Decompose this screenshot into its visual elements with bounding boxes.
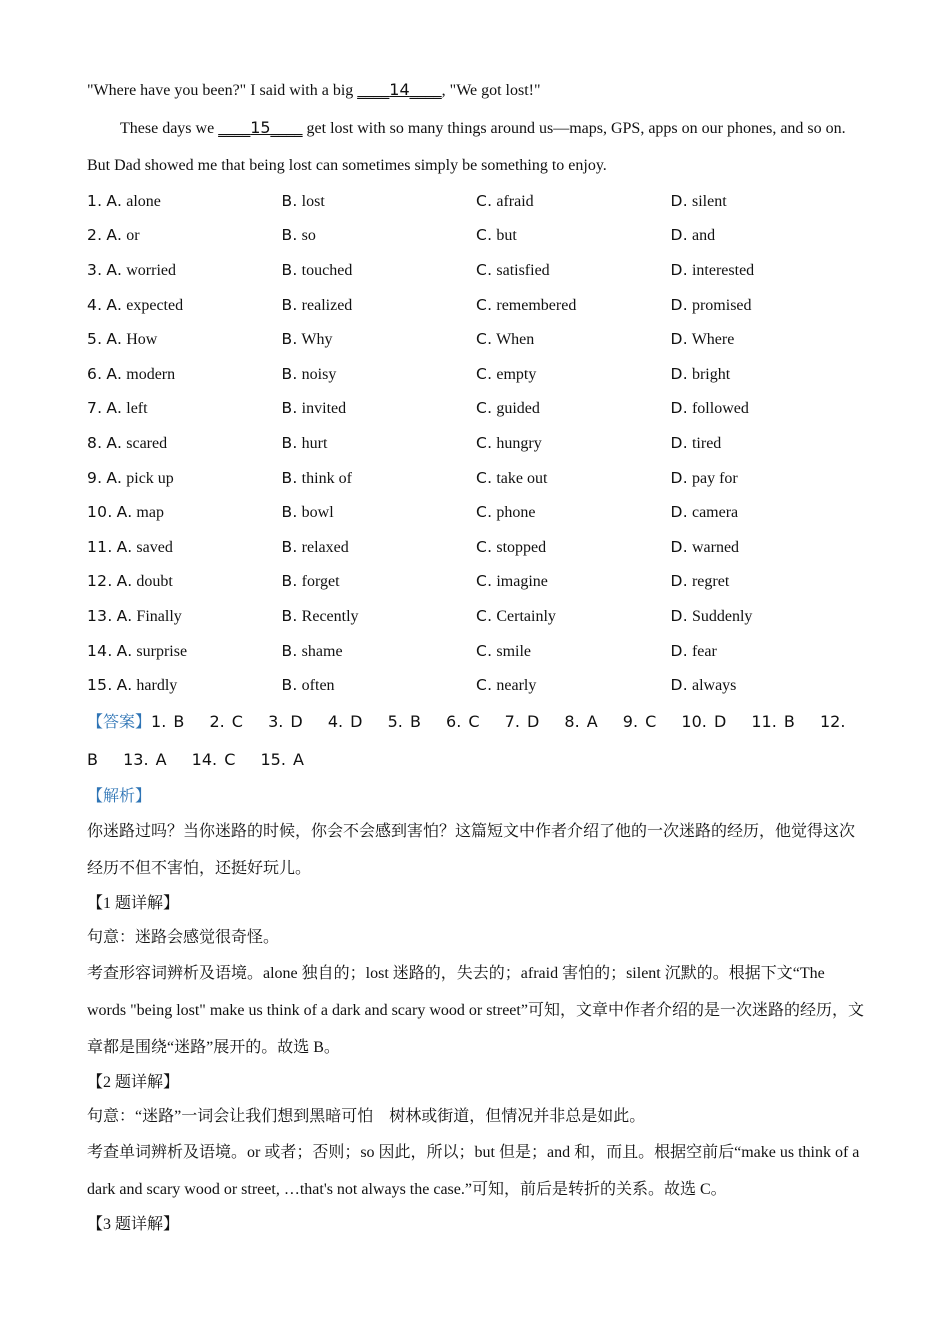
question-row: [87, 357, 867, 392]
passage-paragraph-2: These days we ____15____ get lost with so many things around us—maps, GPS, apps on our phones, and so on. But Dad showed me that being lost can sometimes simply be something to enjoy.: [87, 118, 846, 174]
option-c: [476, 261, 671, 280]
option-letter: B.: [281, 641, 298, 660]
option-b: [282, 434, 477, 453]
option-text: bowl: [301, 504, 334, 522]
option-text: afraid: [496, 192, 534, 210]
option-text: regret: [691, 573, 730, 591]
option-b: [282, 399, 477, 418]
option-letter: A.: [106, 399, 123, 418]
answer-item: 1. B: [151, 711, 185, 731]
option-a: [87, 538, 282, 557]
option-letter: D.: [670, 191, 688, 210]
blank-14: ____14____: [357, 80, 442, 99]
option-text: hungry: [496, 434, 542, 452]
option-letter: D.: [670, 572, 688, 591]
option-text: Where: [691, 331, 735, 349]
question-row: [87, 288, 867, 323]
option-letter: C.: [476, 503, 493, 522]
option-b: [282, 261, 477, 280]
option-text: scared: [126, 434, 168, 452]
option-text: or: [126, 227, 140, 245]
option-letter: C.: [476, 330, 493, 349]
option-b: [282, 365, 477, 384]
option-letter: B.: [281, 191, 298, 210]
option-letter: C.: [476, 295, 493, 314]
option-text: Finally: [136, 607, 182, 625]
option-text: so: [301, 227, 316, 245]
option-text: alone: [126, 192, 161, 210]
detail-list: [87, 887, 867, 1242]
question-row: [87, 565, 867, 600]
question-row: [87, 530, 867, 565]
option-text: Certainly: [496, 607, 556, 625]
option-text: empty: [496, 365, 537, 383]
answer-item: 6. C: [446, 711, 480, 731]
option-text: promised: [691, 296, 752, 314]
option-a: [87, 469, 282, 488]
option-text: noisy: [301, 365, 337, 383]
option-letter: D.: [670, 399, 688, 418]
option-text: Suddenly: [691, 607, 753, 625]
option-letter: A.: [106, 295, 123, 314]
answer-item: 10. D: [681, 711, 727, 731]
option-letter: C.: [476, 641, 493, 660]
option-d: [671, 607, 866, 626]
option-letter: A.: [116, 572, 133, 591]
option-d: [671, 192, 866, 211]
option-c: [476, 365, 671, 384]
option-letter: C.: [476, 676, 493, 695]
option-letter: D.: [670, 295, 688, 314]
blank-15: ____15____: [218, 118, 303, 137]
option-letter: D.: [670, 641, 688, 660]
option-a: [87, 676, 282, 695]
answer-item: 15. A: [260, 749, 304, 769]
option-letter: D.: [670, 433, 688, 452]
option-letter: B.: [281, 606, 298, 625]
option-b: [282, 330, 477, 349]
option-letter: A.: [106, 330, 123, 349]
option-text: pay for: [691, 469, 738, 487]
option-d: [671, 572, 866, 591]
option-letter: A.: [106, 364, 123, 383]
option-text: tired: [691, 434, 722, 452]
detail-title: 【2 题详解】: [87, 1073, 180, 1091]
option-letter: B.: [281, 330, 298, 349]
option-text: shame: [301, 642, 343, 660]
answer-item: 8. A: [564, 711, 598, 731]
option-text: doubt: [136, 573, 173, 591]
question-row: [87, 392, 867, 427]
question-row: [87, 461, 867, 496]
option-d: [671, 399, 866, 418]
option-text: map: [136, 504, 164, 522]
option-text: worried: [126, 261, 177, 279]
option-text: nearly: [496, 677, 537, 695]
question-row: [87, 322, 867, 357]
detail-explanation: 考查形容词辨析及语境。alone 独自的；lost 迷路的，失去的；afraid 害怕的；silent 沉默的。根据下文“The words "being lost" make us think of a dark and scary wood or street”可知，文章中作者介绍的是一次迷路的经历，文章都是围绕“迷路”展开的。故选 B。: [87, 964, 864, 1056]
option-text: take out: [496, 469, 548, 487]
option-text: imagine: [496, 573, 548, 591]
option-a: [87, 642, 282, 661]
option-c: [476, 642, 671, 661]
answer-item: 11. B: [751, 711, 795, 731]
option-a: [87, 365, 282, 384]
option-text: silent: [691, 192, 727, 210]
question-number: 1.: [87, 191, 103, 210]
option-b: [282, 538, 477, 557]
answer-item: 3. D: [268, 711, 303, 731]
option-d: [671, 434, 866, 453]
answer-item: 12. B: [87, 711, 846, 769]
option-text: realized: [301, 296, 353, 314]
option-text: smile: [496, 642, 532, 660]
option-text: saved: [136, 538, 173, 556]
question-number: 4.: [87, 295, 103, 314]
option-text: followed: [691, 400, 749, 418]
detail-title: 【1 题详解】: [87, 894, 180, 912]
option-text: How: [126, 331, 158, 349]
option-a: [87, 261, 282, 280]
option-text: satisfied: [496, 261, 550, 279]
option-text: relaxed: [301, 538, 349, 556]
option-letter: A.: [116, 537, 133, 556]
option-a: [87, 399, 282, 418]
answer-item: 4. D: [327, 711, 363, 731]
option-text: Why: [301, 331, 333, 349]
question-number: 5.: [87, 330, 103, 349]
answer-item: 2. C: [209, 711, 243, 731]
analysis-label: 【解析】: [87, 785, 152, 805]
question-number: 3.: [87, 260, 103, 279]
option-c: [476, 607, 671, 626]
passage-text: , "We got lost!": [441, 82, 541, 99]
question-number: 8.: [87, 433, 103, 452]
answer-item: 5. B: [387, 711, 421, 731]
option-b: [282, 226, 477, 245]
option-a: [87, 330, 282, 349]
option-letter: C.: [476, 433, 493, 452]
option-letter: A.: [116, 503, 133, 522]
option-text: forget: [301, 573, 340, 591]
detail-sentence: 句意：“迷路”一词会让我们想到黑暗可怕 树林或街道，但情况并非总是如此。: [87, 1107, 646, 1125]
option-a: [87, 572, 282, 591]
option-letter: D.: [670, 676, 688, 695]
passage-text: "Where have you been?" I said with a big: [87, 82, 358, 99]
option-c: [476, 226, 671, 245]
option-letter: A.: [106, 433, 123, 452]
option-d: [671, 261, 866, 280]
option-letter: D.: [670, 260, 688, 279]
option-letter: D.: [670, 364, 688, 383]
option-d: [671, 226, 866, 245]
option-b: [282, 607, 477, 626]
question-row: [87, 184, 867, 219]
question-number: 10.: [87, 503, 113, 522]
question-number: 9.: [87, 468, 103, 487]
detail-sentence: 句意：迷路会感觉很奇怪。: [87, 928, 280, 946]
option-letter: C.: [476, 399, 493, 418]
question-row: [87, 426, 867, 461]
option-text: modern: [126, 365, 176, 383]
option-text: always: [691, 677, 737, 695]
option-text: think of: [301, 469, 352, 487]
answer-label: 【答案】: [87, 711, 152, 731]
question-number: 11.: [87, 537, 113, 556]
option-a: [87, 192, 282, 211]
option-c: [476, 469, 671, 488]
option-text: phone: [496, 504, 536, 522]
detail-title: 【3 题详解】: [87, 1215, 180, 1233]
option-d: [671, 503, 866, 522]
option-text: remembered: [496, 296, 577, 314]
option-d: [671, 296, 866, 315]
question-number: 14.: [87, 641, 113, 660]
answer-item: 7. D: [504, 711, 540, 731]
option-b: [282, 503, 477, 522]
option-letter: B.: [281, 295, 298, 314]
option-text: bright: [691, 365, 731, 383]
option-b: [282, 296, 477, 315]
option-letter: C.: [476, 226, 493, 245]
option-d: [671, 538, 866, 557]
option-letter: D.: [670, 606, 688, 625]
answer-item: 9. C: [622, 711, 657, 731]
question-row: [87, 668, 867, 703]
option-a: [87, 607, 282, 626]
question-row: [87, 495, 867, 530]
option-c: [476, 434, 671, 453]
option-d: [671, 365, 866, 384]
option-letter: B.: [281, 433, 298, 452]
option-c: [476, 503, 671, 522]
option-text: and: [691, 227, 716, 245]
option-b: [282, 572, 477, 591]
option-letter: B.: [281, 503, 298, 522]
option-letter: D.: [670, 503, 688, 522]
option-text: hurt: [301, 434, 328, 452]
option-b: [282, 642, 477, 661]
option-text: guided: [496, 400, 540, 418]
option-d: [671, 676, 866, 695]
detail-explanation: 考查单词辨析及语境。or 或者；否则；so 因此，所以；but 但是；and 和，而且。根据空前后“make us think of a dark and scary wood or street, …that's not always the case.”可知，前后是转折的关系。故选 C。: [87, 1143, 860, 1198]
option-letter: A.: [116, 641, 133, 660]
answer-section: [87, 703, 867, 779]
option-letter: C.: [476, 260, 493, 279]
passage-line-1: [87, 72, 867, 109]
option-text: often: [301, 677, 335, 695]
option-text: but: [496, 227, 517, 245]
option-a: [87, 226, 282, 245]
option-letter: B.: [281, 572, 298, 591]
question-number: 6.: [87, 364, 103, 383]
question-number: 13.: [87, 606, 113, 625]
option-b: [282, 192, 477, 211]
option-letter: A.: [106, 226, 123, 245]
option-letter: D.: [670, 330, 688, 349]
option-c: [476, 399, 671, 418]
option-letter: A.: [116, 606, 133, 625]
option-b: [282, 469, 477, 488]
option-c: [476, 330, 671, 349]
answer-item: 14. C: [191, 749, 236, 769]
option-c: [476, 572, 671, 591]
option-letter: A.: [106, 260, 123, 279]
option-a: [87, 296, 282, 315]
option-letter: A.: [106, 468, 123, 487]
question-number: 15.: [87, 676, 113, 695]
option-d: [671, 469, 866, 488]
answer-item: 13. A: [123, 749, 167, 769]
document-page: [87, 72, 867, 1242]
option-text: lost: [301, 192, 325, 210]
option-text: touched: [301, 261, 353, 279]
option-letter: C.: [476, 364, 493, 383]
option-c: [476, 296, 671, 315]
question-list: [87, 184, 867, 703]
question-number: 7.: [87, 399, 103, 418]
option-text: left: [126, 400, 148, 418]
question-row: [87, 219, 867, 254]
option-letter: C.: [476, 572, 493, 591]
option-c: [476, 192, 671, 211]
option-letter: D.: [670, 226, 688, 245]
option-c: [476, 676, 671, 695]
option-text: pick up: [126, 469, 174, 487]
option-letter: B.: [281, 364, 298, 383]
option-letter: B.: [281, 226, 298, 245]
option-text: When: [496, 331, 535, 349]
option-letter: B.: [281, 468, 298, 487]
option-text: surprise: [136, 642, 188, 660]
option-letter: B.: [281, 537, 298, 556]
option-text: stopped: [496, 538, 547, 556]
option-text: Recently: [301, 607, 359, 625]
option-text: camera: [691, 504, 739, 522]
option-b: [282, 676, 477, 695]
option-a: [87, 434, 282, 453]
option-text: warned: [691, 538, 740, 556]
option-letter: C.: [476, 191, 493, 210]
option-letter: B.: [281, 260, 298, 279]
option-c: [476, 538, 671, 557]
option-letter: D.: [670, 537, 688, 556]
option-letter: C.: [476, 537, 493, 556]
option-letter: C.: [476, 468, 493, 487]
option-text: expected: [126, 296, 184, 314]
option-letter: D.: [670, 468, 688, 487]
option-letter: A.: [106, 191, 123, 210]
option-text: hardly: [136, 677, 178, 695]
question-row: [87, 599, 867, 634]
option-letter: A.: [116, 676, 133, 695]
option-text: invited: [301, 400, 347, 418]
question-row: [87, 634, 867, 669]
option-letter: C.: [476, 606, 493, 625]
option-text: interested: [691, 261, 755, 279]
option-d: [671, 642, 866, 661]
analysis-summary: 你迷路过吗？当你迷路的时候，你会不会感到害怕？这篇短文中作者介绍了他的一次迷路的经历，他觉得这次经历不但不害怕，还挺好玩儿。: [87, 822, 856, 877]
question-number: 12.: [87, 572, 113, 591]
option-letter: B.: [281, 676, 298, 695]
question-row: [87, 253, 867, 288]
question-number: 2.: [87, 226, 103, 245]
option-a: [87, 503, 282, 522]
option-d: [671, 330, 866, 349]
option-text: fear: [691, 642, 717, 660]
option-letter: B.: [281, 399, 298, 418]
